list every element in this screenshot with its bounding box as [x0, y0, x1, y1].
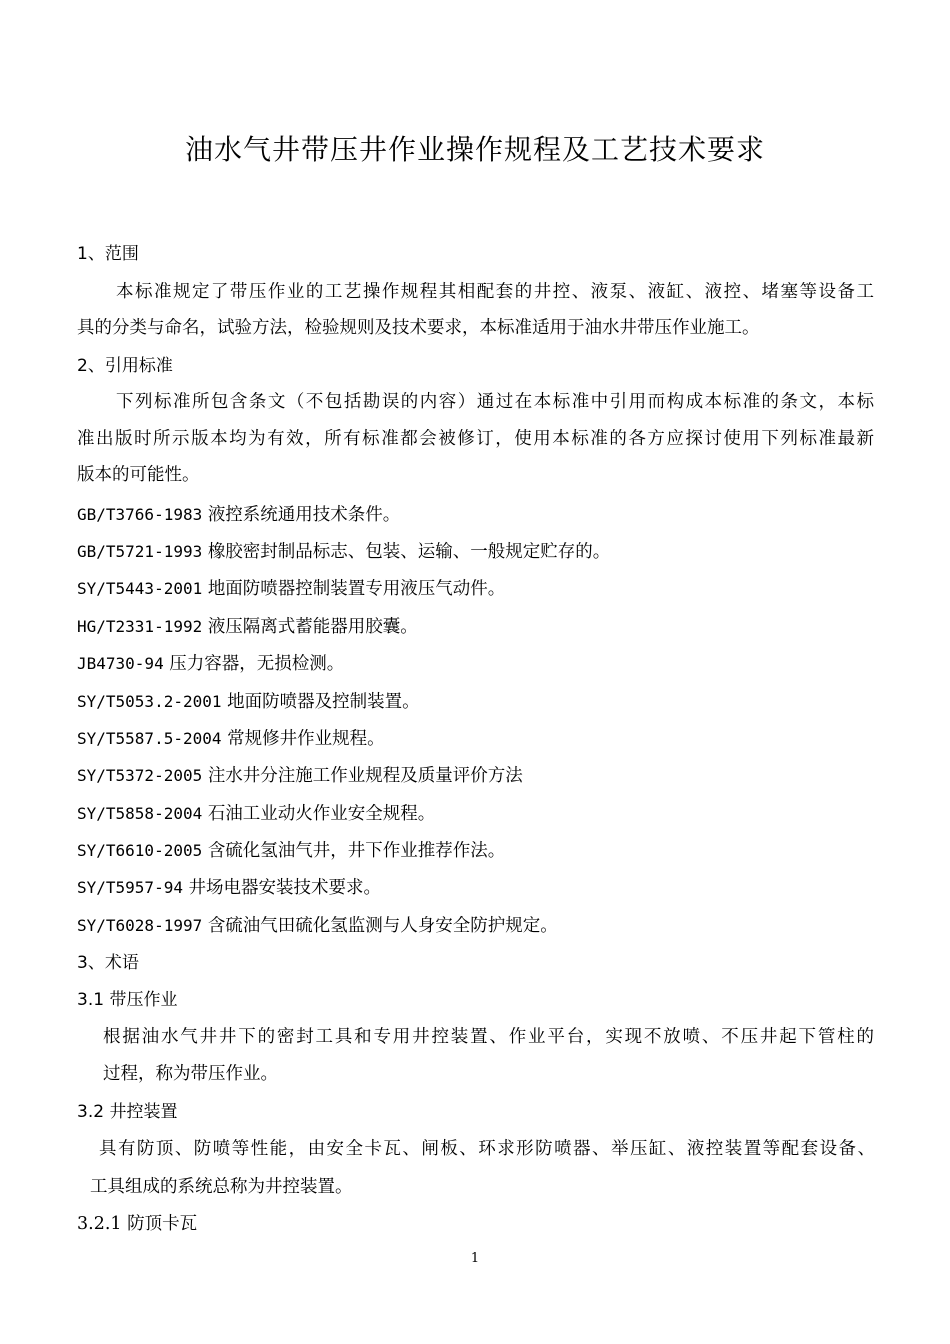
section-2-heading: 2、引用标准 — [77, 356, 173, 376]
section-2-paragraph-line-1: 下列标准所包含条文（不包括勘误的内容）通过在本标准中引用而构成本标准的条文，本标 — [116, 392, 874, 412]
standard-item — [77, 914, 558, 938]
section-1-heading: 1、范围 — [77, 244, 139, 264]
document-title: 油水气井带压井作业操作规程及工艺技术要求 — [184, 133, 765, 166]
standard-title: 液控系统通用技术条件。 — [207, 505, 401, 525]
standard-title: 含硫油气田硫化氢监测与人身安全防护规定。 — [207, 916, 558, 936]
standard-item — [77, 540, 610, 564]
standard-item — [77, 690, 420, 714]
standard-code: SY/T6610-2005 — [77, 841, 203, 860]
standard-code: HG/T2331-1992 — [77, 617, 203, 636]
standard-item — [77, 503, 400, 527]
standard-code: SY/T5443-2001 — [77, 579, 203, 598]
standard-code: SY/T6028-1997 — [77, 916, 203, 935]
standard-title: 地面防喷器控制装置专用液压气动件。 — [207, 579, 506, 599]
standard-item — [77, 577, 505, 601]
section-3-1-heading: 3.1 带压作业 — [77, 990, 178, 1010]
section-3-2-paragraph-line-2: 工具组成的系统总称为井控装置。 — [90, 1177, 353, 1197]
standard-item — [77, 802, 435, 826]
standard-item — [77, 727, 385, 751]
standard-code: SY/T5372-2005 — [77, 766, 203, 785]
section-3-2-heading: 3.2 井控装置 — [77, 1102, 178, 1122]
section-3-1-paragraph-line-1: 根据油水气井井下的密封工具和专用井控装置、作业平台，实现不放喷、不压井起下管柱的 — [103, 1027, 874, 1047]
standard-title: 地面防喷器及控制装置。 — [227, 692, 420, 712]
section-3-2-paragraph-line-1: 具有防顶、防喷等性能，由安全卡瓦、闸板、环求形防喷器、举压缸、液控装置等配套设备、 — [99, 1139, 875, 1159]
standard-item — [77, 876, 381, 900]
standard-code: GB/T3766-1983 — [77, 505, 203, 524]
standard-title: 液压隔离式蓄能器用胶囊。 — [207, 617, 418, 637]
standard-item — [77, 615, 418, 639]
standard-item — [77, 764, 523, 788]
section-3-1-paragraph-line-2: 过程，称为带压作业。 — [103, 1064, 278, 1084]
standard-title: 橡胶密封制品标志、包装、运输、一般规定贮存的。 — [207, 542, 611, 562]
section-1-paragraph-line-1: 本标准规定了带压作业的工艺操作规程其相配套的井控、液泵、液缸、液控、堵塞等设备工 — [116, 282, 874, 302]
section-1-paragraph-line-2: 具的分类与命名，试验方法，检验规则及技术要求，本标准适用于油水井带压作业施工。 — [77, 318, 760, 338]
section-3-2-1-heading: 3.2.1 防顶卡瓦 — [77, 1214, 198, 1234]
standard-item — [77, 652, 344, 676]
standard-title: 石油工业动火作业安全规程。 — [207, 804, 436, 824]
section-3-heading: 3、术语 — [77, 953, 139, 973]
standard-code: SY/T5957-94 — [77, 878, 183, 897]
standard-code: SY/T5858-2004 — [77, 804, 203, 823]
standard-item — [77, 839, 505, 863]
section-2-paragraph-line-3: 版本的可能性。 — [77, 465, 200, 485]
standard-code: JB4730-94 — [77, 654, 164, 673]
standard-title: 注水井分注施工作业规程及质量评价方法 — [207, 766, 523, 786]
standard-title: 含硫化氢油气井，井下作业推荐作法。 — [207, 841, 506, 861]
standard-code: SY/T5053.2-2001 — [77, 692, 222, 711]
section-2-paragraph-line-2: 准出版时所示版本均为有效，所有标准都会被修订，使用本标准的各方应探讨使用下列标准最新 — [77, 429, 874, 449]
page-number: 1 — [470, 1251, 480, 1266]
standard-code: SY/T5587.5-2004 — [77, 729, 222, 748]
standard-title: 常规修井作业规程。 — [227, 729, 385, 749]
standard-code: GB/T5721-1993 — [77, 542, 203, 561]
standard-title: 井场电器安装技术要求。 — [188, 878, 382, 898]
standard-title: 压力容器，无损检测。 — [169, 654, 345, 674]
